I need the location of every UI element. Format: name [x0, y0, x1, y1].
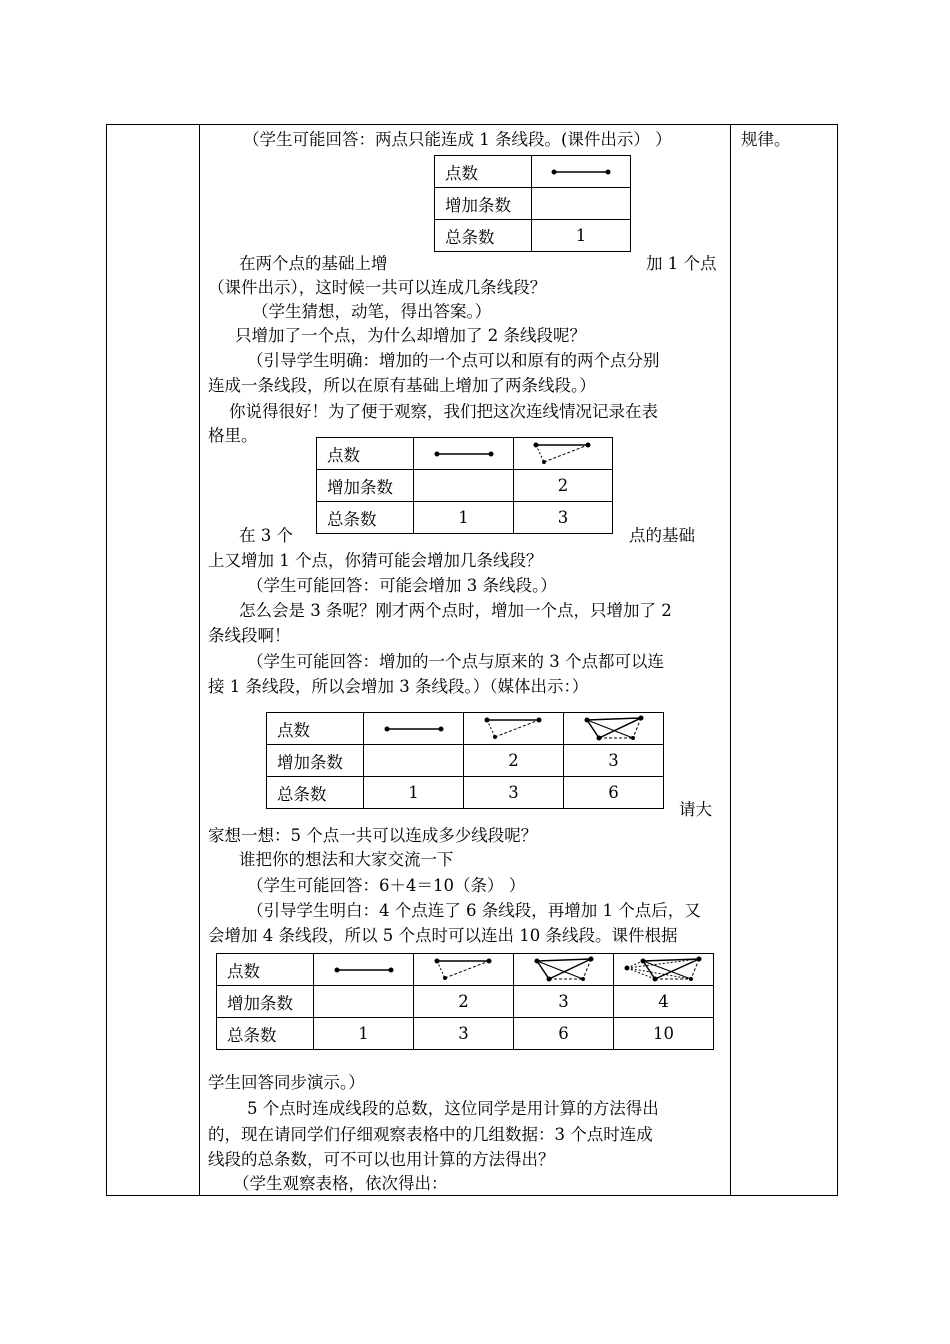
paragraph-line: 条线段啊！	[208, 626, 291, 645]
paragraph-line: 上又增加 1 个点，你猜可能会增加几条线段？	[208, 551, 543, 570]
figure-two-points	[364, 713, 464, 745]
table-label-points: 点数	[217, 954, 314, 986]
table-label-points: 点数	[317, 438, 414, 470]
paragraph-line: 线段的总条数，可不可以也用计算的方法得出？	[208, 1150, 555, 1169]
paragraph-line: 点的基础	[629, 526, 695, 545]
paragraph-line: 加 1 个点	[646, 254, 717, 273]
table-four-points	[266, 712, 664, 809]
paragraph-line: 怎么会是 3 条呢？刚才两个点时，增加一个点，只增加了 2	[239, 601, 672, 620]
figure-two-points	[414, 438, 514, 470]
paragraph-line: 家想一想：5 个点一共可以连成多少线段呢？	[208, 826, 538, 845]
paragraph-line: 接 1 条线段，所以会增加 3 条线段。）（媒体出示：）	[208, 677, 589, 696]
figure-two-points	[532, 156, 631, 188]
table-cell: 3	[464, 777, 564, 809]
table-cell	[364, 745, 464, 777]
table-label-total: 总条数	[217, 1018, 314, 1050]
table-cell: 1	[414, 502, 514, 534]
paragraph-line: 会增加 4 条线段，所以 5 个点时可以连出 10 条线段。课件根据	[208, 926, 678, 945]
paragraph-line: 的，现在请同学们仔细观察表格中的几组数据：3 个点时连成	[208, 1125, 653, 1144]
table-label-added: 增加条数	[217, 986, 314, 1018]
table-cell: 3	[414, 1018, 514, 1050]
table-label-total: 总条数	[267, 777, 364, 809]
column-divider-left	[199, 124, 200, 1196]
table-cell: 2	[464, 745, 564, 777]
figure-five-points	[614, 954, 714, 986]
table-label-points: 点数	[267, 713, 364, 745]
paragraph-line: （学生可能回答：可能会增加 3 条线段。）	[247, 576, 557, 595]
figure-four-points	[514, 954, 614, 986]
table-cell: 3	[514, 502, 613, 534]
paragraph-line: （引导学生明白：4 个点连了 6 条线段，再增加 1 个点后，又	[247, 901, 701, 920]
table-label-points: 点数	[435, 156, 532, 188]
table-cell: 6	[514, 1018, 614, 1050]
paragraph-line: 学生回答同步演示。）	[208, 1073, 365, 1092]
table-cell: 3	[514, 986, 614, 1018]
table-cell: 1	[532, 220, 631, 252]
paragraph-line: 5 个点时连成线段的总数，这位同学是用计算的方法得出	[247, 1099, 659, 1118]
paragraph-line: （学生观察表格，依次得出：	[233, 1174, 448, 1193]
figure-three-points	[414, 954, 514, 986]
table-label-added: 增加条数	[267, 745, 364, 777]
figure-four-points	[564, 713, 664, 745]
paragraph-line: 请大	[679, 800, 712, 819]
table-label-total: 总条数	[435, 220, 532, 252]
paragraph-line: （学生可能回答：增加的一个点与原来的 3 个点都可以连	[247, 652, 664, 671]
figure-two-points	[314, 954, 414, 986]
table-cell: 10	[614, 1018, 714, 1050]
paragraph-line: 你说得很好！为了便于观察，我们把这次连线情况记录在表	[229, 402, 658, 421]
table-cell	[414, 470, 514, 502]
figure-three-points	[514, 438, 613, 470]
table-cell: 1	[364, 777, 464, 809]
table-three-points	[316, 437, 613, 534]
table-label-added: 增加条数	[435, 188, 532, 220]
figure-three-points	[464, 713, 564, 745]
right-column-text: 规律。	[741, 130, 791, 149]
paragraph-line: 格里。	[208, 426, 258, 445]
paragraph-line: 连成一条线段，所以在原有基础上增加了两条线段。）	[208, 376, 596, 395]
table-cell: 2	[414, 986, 514, 1018]
paragraph-line: 谁把你的想法和大家交流一下	[239, 850, 454, 869]
table-cell: 6	[564, 777, 664, 809]
paragraph-line: （课件出示），这时候一共可以连成几条线段？	[208, 278, 547, 297]
table-cell: 1	[314, 1018, 414, 1050]
paragraph-line: 在两个点的基础上增	[239, 254, 388, 273]
paragraph-line: （学生可能回答：两点只能连成 1 条线段。(课件出示） ）	[243, 130, 672, 149]
paragraph-line: （学生可能回答：6＋4＝10（条） ）	[247, 876, 526, 895]
table-label-total: 总条数	[317, 502, 414, 534]
table-two-points	[434, 155, 631, 252]
table-label-added: 增加条数	[317, 470, 414, 502]
table-cell	[314, 986, 414, 1018]
table-cell: 4	[614, 986, 714, 1018]
table-five-points	[216, 953, 714, 1050]
column-divider-right	[730, 124, 731, 1196]
paragraph-line: 在 3 个	[239, 526, 293, 545]
table-cell: 2	[514, 470, 613, 502]
paragraph-line: （引导学生明确：增加的一个点可以和原有的两个点分别	[247, 351, 660, 370]
paragraph-line: 只增加了一个点，为什么却增加了 2 条线段呢？	[235, 326, 586, 345]
table-cell	[532, 188, 631, 220]
paragraph-line: （学生猜想，动笔，得出答案。）	[252, 302, 492, 321]
table-cell: 3	[564, 745, 664, 777]
